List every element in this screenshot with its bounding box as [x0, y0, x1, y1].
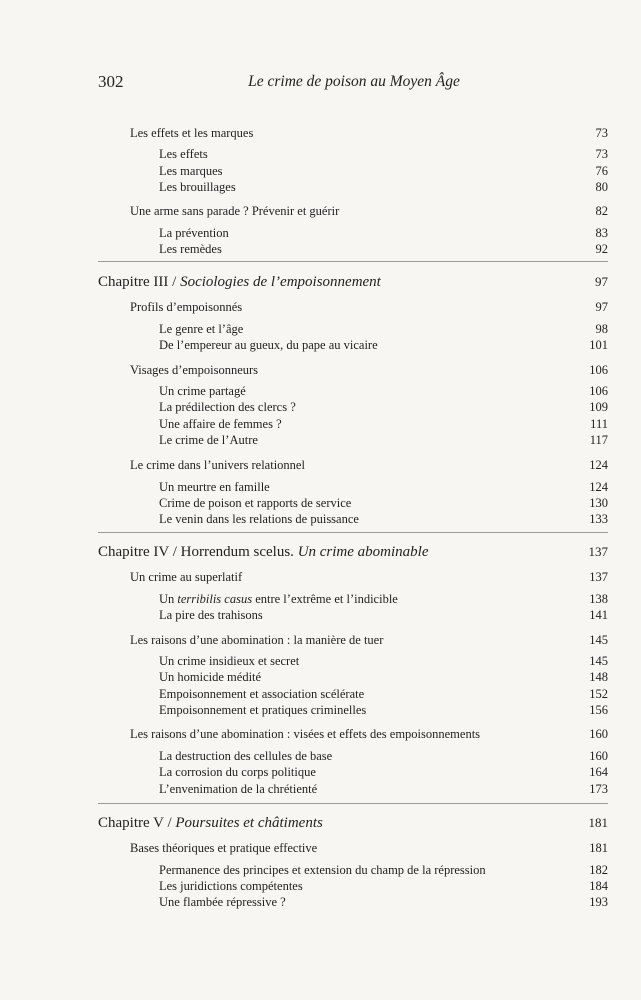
chapter-divider — [98, 803, 608, 804]
toc-subsection[interactable] — [0, 145, 608, 163]
toc-page-number: 111 — [590, 417, 608, 431]
toc-entry-label: Une affaire de femmes ? — [159, 417, 282, 431]
toc-entry-label: Les marques — [159, 164, 223, 178]
toc-page-number: 76 — [595, 164, 608, 178]
toc-entry-label: La prévention — [159, 226, 229, 240]
toc-page-number: 98 — [595, 322, 608, 336]
toc-entry-label: Les effets et les marques — [130, 126, 254, 140]
toc-entry-label: L’envenimation de la chrétienté — [159, 782, 318, 796]
toc-page-number: 80 — [595, 180, 608, 194]
chapter-divider — [98, 532, 608, 533]
toc-entry-label — [98, 271, 381, 293]
toc-section[interactable] — [0, 568, 608, 586]
toc-page-number: 106 — [589, 384, 608, 398]
toc-chapter[interactable] — [0, 541, 608, 563]
toc-section[interactable] — [0, 839, 608, 857]
toc-page-number: 182 — [589, 863, 608, 877]
toc-page-number: 97 — [595, 274, 608, 289]
toc-page-number: 73 — [595, 147, 608, 161]
toc-entry-label: Les raisons d’une abomination : la manière de tuer — [130, 633, 384, 647]
toc-entry-label: Une arme sans parade ? Prévenir et guérir — [130, 204, 340, 218]
toc-entry-label: Bases théoriques et pratique effective — [130, 841, 318, 855]
toc-page-number: 109 — [589, 400, 608, 414]
toc-page-number: 130 — [589, 496, 608, 510]
toc-entry-label — [98, 541, 429, 563]
toc-page-number: 137 — [589, 570, 608, 584]
toc-subsection[interactable] — [0, 240, 608, 258]
toc-page-number: 138 — [589, 592, 608, 606]
toc-subsection[interactable] — [0, 893, 608, 911]
toc-entry-label: Les remèdes — [159, 242, 222, 256]
toc-subsection[interactable] — [0, 763, 608, 781]
toc-section[interactable] — [0, 361, 608, 379]
toc-chapter[interactable] — [0, 812, 608, 834]
toc-section[interactable] — [0, 725, 608, 743]
toc-entry-label: Le venin dans les relations de puissance — [159, 512, 359, 526]
toc-page-number: 145 — [589, 633, 608, 647]
toc-subsection[interactable] — [0, 398, 608, 416]
toc-subsection[interactable] — [0, 178, 608, 196]
page-number: 302 — [98, 72, 124, 91]
toc-entry-label: Un crime partagé — [159, 384, 246, 398]
running-title: Le crime de poison au Moyen Âge — [248, 73, 460, 90]
label-text: Un — [159, 592, 178, 606]
toc-page-number: 124 — [589, 480, 608, 494]
toc-entry-label: Les juridictions compétentes — [159, 879, 303, 893]
toc-entry-label: Le crime de l’Autre — [159, 433, 258, 447]
toc-page-number: 137 — [588, 544, 608, 559]
toc-entry-label: Empoisonnement et association scélérate — [159, 687, 365, 701]
toc-entry-label — [98, 812, 323, 834]
toc-entry-label: Un meurtre en famille — [159, 480, 270, 494]
toc-entry-label: Une flambée répressive ? — [159, 895, 286, 909]
chapter-divider — [98, 261, 608, 262]
toc-page-number: 141 — [589, 608, 608, 622]
toc-entry-label: Un crime au superlatif — [130, 570, 243, 584]
toc-entry-label: La corrosion du corps politique — [159, 765, 316, 779]
toc-subsection[interactable] — [0, 606, 608, 624]
toc-page-number: 181 — [589, 841, 608, 855]
toc-page-number: 117 — [589, 433, 608, 447]
toc-entry-label: Permanence des principes et extension du champ de la répression — [159, 863, 486, 877]
toc-page-number: 133 — [589, 512, 608, 526]
toc-entry-label: Les brouillages — [159, 180, 236, 194]
toc-section[interactable] — [0, 631, 608, 649]
toc-entry-label: De l’empereur au gueux, du pape au vicaire — [159, 338, 378, 352]
toc-page-number: 181 — [588, 815, 608, 830]
toc-page-number: 148 — [589, 670, 608, 684]
toc-entry-label: Crime de poison et rapports de service — [159, 496, 352, 510]
toc-entry-label: Les effets — [159, 147, 208, 161]
toc-page-number: 97 — [595, 300, 608, 314]
toc-subsection[interactable] — [0, 431, 608, 449]
toc-subsection[interactable] — [0, 336, 608, 354]
toc-page-number: 124 — [589, 458, 608, 472]
chapter-title: Sociologies de l’empoisonnement — [180, 274, 381, 290]
toc-page-number: 92 — [595, 242, 608, 256]
toc-section[interactable] — [0, 456, 608, 474]
page-header — [98, 72, 580, 98]
toc-page-number: 101 — [589, 338, 608, 352]
label-text: entre l’extrême et l’indicible — [252, 592, 398, 606]
toc-entry-label: La destruction des cellules de base — [159, 749, 333, 763]
toc-subsection[interactable] — [0, 668, 608, 686]
toc-entry-label: La prédilection des clercs ? — [159, 400, 296, 414]
toc-page-number: 193 — [589, 895, 608, 909]
toc-entry-label: Visages d’empoisonneurs — [130, 363, 259, 377]
toc-subsection[interactable] — [0, 510, 608, 528]
toc-page-number: 83 — [595, 226, 608, 240]
toc-page-number: 160 — [589, 749, 608, 763]
chapter-title: Un crime abominable — [297, 544, 429, 560]
toc-page-number: 160 — [589, 727, 608, 741]
toc-section[interactable] — [0, 124, 608, 142]
toc-page-number: 156 — [589, 703, 608, 717]
toc-entry-label: La pire des trahisons — [159, 608, 263, 622]
toc-page-number: 145 — [589, 654, 608, 668]
toc-subsection[interactable] — [0, 701, 608, 719]
toc-page-number: 82 — [595, 204, 608, 218]
toc-entry-label: Empoisonnement et pratiques criminelles — [159, 703, 367, 717]
toc-page-number: 173 — [589, 782, 608, 796]
toc-section[interactable] — [0, 298, 608, 316]
toc-page-number: 164 — [589, 765, 608, 779]
toc-entry-label: Le genre et l’âge — [159, 322, 244, 336]
toc-entry-label: Un homicide médité — [159, 670, 262, 684]
chapter-prefix: Chapitre V / — [98, 815, 176, 831]
toc-entry-label: Les raisons d’une abomination : visées et effets des empoisonnements — [130, 727, 481, 741]
toc-entry-label: Le crime dans l’univers relationnel — [130, 458, 305, 472]
toc-page-number: 152 — [589, 687, 608, 701]
toc-chapter[interactable] — [0, 271, 608, 293]
chapter-prefix: Chapitre III / — [98, 274, 181, 290]
toc-page-number: 184 — [589, 879, 608, 893]
label-italic: terribilis casus — [177, 592, 253, 606]
toc-subsection[interactable] — [0, 780, 608, 798]
toc-page-number: 73 — [595, 126, 608, 140]
toc-page-number: 106 — [589, 363, 608, 377]
toc-section[interactable] — [0, 202, 608, 220]
chapter-prefix: Chapitre IV / Horrendum scelus. — [98, 544, 298, 560]
toc-entry-label: Profils d’empoisonnés — [130, 300, 243, 314]
chapter-title: Poursuites et châtiments — [175, 815, 323, 831]
toc-entry-label: Un crime insidieux et secret — [159, 654, 300, 668]
